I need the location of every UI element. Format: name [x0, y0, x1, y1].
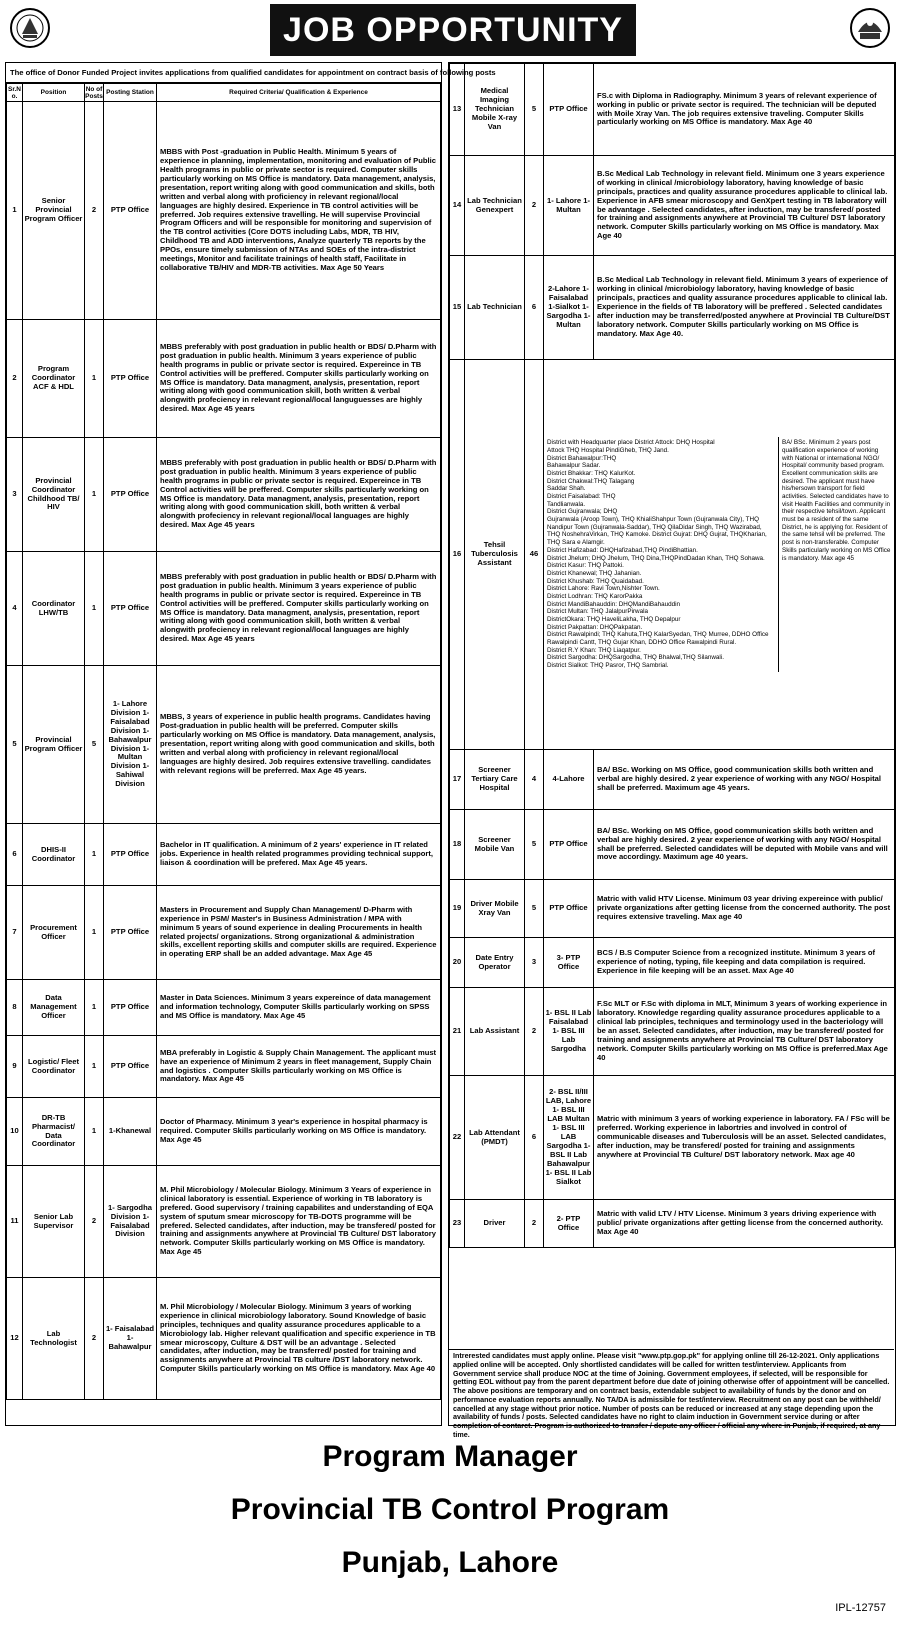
row-position: Screener Mobile Van [465, 810, 525, 880]
row-sr: 12 [7, 1278, 23, 1400]
row-posts: 1 [85, 552, 104, 666]
job-row [7, 102, 441, 320]
row-station: 1- Lahore 1- Multan [544, 156, 594, 256]
row-station: PTP Office [104, 438, 157, 552]
row-criteria: Masters in Procurement and Supply Chan Management/ D-Pharm with experience in PSM/ Master's in Business Administration / MPA with minimum 5 years of sound experience in dealing Procurements in health related projects/ organizations. Strong organizational & administration skills, excellent reporting skills and computer skills are required. Experience in operating ERP shall be an added advantage. Max Age 45 [157, 886, 441, 980]
row-posts: 1 [85, 886, 104, 980]
job-row [450, 810, 895, 880]
row-criteria: Master in Data Sciences. Minimum 3 years expereince of data management and information technology, Computer Skills particularly working on SPSS and MS Office is mandatory. Max Age 45 [157, 980, 441, 1036]
row-criteria: FS.c with Diploma in Radiography. Minimum 3 years of relevant experience of working in public or private sector is required. The technician will be deputed with Moile Xray Van. The job requires extensive traveling. Computer Skills particularly working on MS Office is mandatory. Max Age 40 [594, 64, 895, 156]
job-row [7, 1166, 441, 1278]
row-criteria: M. Phil Microbiology / Molecular Biology. Minimum 3 years of working experience in clinical microbiology laboratory. Sound Knowledge of basic principles, techniques and quality assurance procedures applicable to a Microbiology lab. Higher relevant qualification and specific experience in TB smear microscopy, Culture & DST will be an advantage . Selected candidates, after induction, may be transferred/ posted for training and assignments anywhere at Provincial TB culture /DST laboratory network. Computer Skills particularly working on MS Office is mandatory. Max Age 40 [157, 1278, 441, 1400]
row-sr: 6 [7, 824, 23, 886]
job-row [7, 666, 441, 824]
govt-emblem-icon [8, 6, 52, 50]
row-criteria: F.Sc MLT or F.Sc with diploma in MLT, Minimum 3 years of working experience in laboratory. Knowledge regarding quality assurance procedures applicable to a clinical lab principles, techniques and terminology used in the bacteriology will be an asset. Selected candidates, after induction, may be transfered/ posted for training and assignments anywhere at Provincial TB Culture/ DST laboratory network. Computer Skills particularly working on MS Office is preferred.Max Age 40 [594, 988, 895, 1076]
row-posts: 1 [85, 980, 104, 1036]
footer-location: Punjab, Lahore [341, 1546, 559, 1579]
row-station: 1- BSL II Lab Faisalabad 1- BSL III Lab Sargodha [544, 988, 594, 1076]
district-item: District Rawalpindi; THQ Kahuta,THQ KalarSyedan, THQ Murree, DDHO Office Rawalpindi Cantt, THQ Gujar Khan, DDHO Office Rawalpindi Rural. [547, 631, 769, 646]
job-row [450, 360, 895, 750]
row-sr: 5 [7, 666, 23, 824]
district-item: District Chakwal:THQ Talagang [547, 477, 635, 485]
row-criteria: MBA preferably in Logistic & Supply Chain Management. The applicant must have an experience of Minimum 2 years in fleet management, Supply Chain and logistics . Computer Skills particularly working on MS Office is mandatory. Max Age 45 [157, 1036, 441, 1098]
district-item: Bahawalpur Sadar. [547, 462, 601, 470]
row-position: DHIS-II Coordinator [23, 824, 85, 886]
row-sr: 13 [450, 64, 465, 156]
district-list [544, 437, 779, 671]
col-posts: No of Posts [85, 85, 103, 100]
district-item: DistrictOkara: THQ HaveliLakha, THQ Depalpur [547, 615, 681, 623]
row-station: 1-Khanewal [104, 1098, 157, 1166]
row-position: Tehsil Tuberculosis Assistant [465, 360, 525, 750]
job-row [450, 1200, 895, 1248]
row-posts: 5 [525, 880, 544, 938]
district-item: District with Headquarter place District Attock: DHQ Hospital [547, 439, 715, 447]
row-station: PTP Office [104, 320, 157, 438]
posts-table-right [449, 63, 895, 1248]
row-district-details [544, 360, 895, 750]
header [0, 0, 900, 60]
district-item: District Khushab: THQ Quaidabad. [547, 577, 644, 585]
row-posts: 6 [525, 256, 544, 360]
district-item: Gujranwala (Aroop Town), THQ KhialiShahpur Town (Gujranwala City), THQ Nandipur Town (Gujranwala-Saddar), THQ QilaDidar Singh, THQ Wazirabad, THQ NoshehraVirkan, THQ Kamoke. District Gujrat: DHQ Gujrat, THQKharian, THQ Sara e Alamgir. [547, 516, 767, 547]
col-station: Posting Station [104, 84, 157, 102]
row-sr: 14 [450, 156, 465, 256]
row-criteria: MBBS with Post -graduation in Public Health. Minimum 5 years of experience in planning, implementation, monitoring and evaluation of Public Health programs in public or private sector is required. Computer skills particularly working on MS Office is mandatory. Data management, analysis, presentation, report writing along with good communication and skills, both written and verbal along with proficiency in relevant regional/local languages are highly desired. Experience in TB control activities will be preferred. Job requires extensive travelling. He will supervise Provincial Program Officers and will be responsible for monitoring and supervision of the TB control activities (Core DOTS including Labs, MDR, TB HIV, Childhood TB and ADD interventions, Analyze quarterly TB reports by the PPOs, ensure timely submission of NTAs and SOEs of the intra-district meetings, Monitor and facilitate trainings of health staff, Facilitate in collaborative TB/HIV and MDR-TB activities. Max Age 50 Years [157, 102, 441, 320]
row-criteria: BCS / B.S Computer Science from a recognized institute. Minimum 3 years of experience of noting, typing, file keeping and data compilation is required. Experience in file keeping will be an asset. Max Age 40 [594, 938, 895, 988]
row-sr: 21 [450, 988, 465, 1076]
row-posts: 46 [525, 360, 544, 750]
district-item: District Sargodha: DHQSargodha, THQ Bhalwal,THQ Silanwali. [547, 654, 724, 662]
row-posts: 1 [85, 320, 104, 438]
job-row [7, 438, 441, 552]
row-sr: 20 [450, 938, 465, 988]
job-row [450, 1076, 895, 1200]
row-station: 1- Faisalabad 1- Bahawalpur [104, 1278, 157, 1400]
district-item: District MandiBahauddin: DHQMandiBahauddin [547, 600, 681, 608]
row-position: Medical Imaging Technician Mobile X-ray Van [465, 64, 525, 156]
row-sr: 4 [7, 552, 23, 666]
right-column [448, 62, 896, 1440]
row-criteria: Bachelor in IT qualification. A minimum of 2 years' experience in IT related jobs. Experience in health related programmes providing technical support, liaison & coordination will be prefered. Max Age 45 years. [157, 824, 441, 886]
row-station: PTP Office [104, 886, 157, 980]
col-sr: Sr.N o. [7, 85, 21, 100]
row-position: Driver [465, 1200, 525, 1248]
row-position: Date Entry Operator [465, 938, 525, 988]
district-item: District Bhakkar: THQ KalurKot. [547, 470, 636, 478]
row-position: Senior Provincial Program Officer [23, 102, 85, 320]
job-row [450, 880, 895, 938]
row-criteria: M. Phil Microbiology / Molecular Biology. Minimum 3 Years of experience in clinical laboratory is essential. Experience of working in TB laboratory is prefered. Good supervisory / training capabilites and understanding of EQA system of sputum smear microscopy for TB-DOTS programme will be prefered. Selected candidates, after induction, may be transfered/ posted for training and assignments anywhere at Provincial TB Culture/ DST laboratory network. Computer Skills particularly working on MS Office is mandatory. Max Age 45 [157, 1166, 441, 1278]
district-item: District Pakpattan: DHQPakpatan. [547, 623, 643, 631]
row-criteria: BA/ BSc. Working on MS Office, good communication skills both written and verbal are highly desired. 2 year experience of working with any NGO/ Hospital shall be preferred. Selected candidates will be deputed with Mobile vans and will move accordingy. Maximum age 40 years. [594, 810, 895, 880]
district-item: Attock THQ Hospital PindiGheb, THQ Jand. [547, 447, 669, 455]
row-sr: 1 [7, 102, 23, 320]
district-item: District Jhelum; DHQ Jhelum, THQ Dina,THQPindDadan Khan, THQ Sohawa. [547, 554, 765, 562]
job-row [7, 824, 441, 886]
job-row [7, 1036, 441, 1098]
district-item: District Khanewal; THQ Jahanian. [547, 569, 642, 577]
row-position: Coordinator LHW/TB [23, 552, 85, 666]
row-posts: 1 [85, 1036, 104, 1098]
row-criteria: MBBS preferably with post graduation in public health or BDS/ D.Pharm with post graduation in public health. Minimum 3 years experience of public health programs in public or private sector is required. Expereince in TB Control activities will be preffered. Computer skills particularly working on MS Office is mandatory. Data managment, analysis, presentation, report writing along with good communication skill, both written & verbal alongwith profeciency in relevant regional/local languages are highly desired. Max Age 45 years [157, 438, 441, 552]
row-posts: 2 [85, 1166, 104, 1278]
job-row [7, 1278, 441, 1400]
row-station: 2- BSL II/III LAB, Lahore 1- BSL III LAB Multan 1- BSL III LAB Sargodha 1- BSL II Lab Bahawalpur 1- BSL II Lab Sialkot [544, 1076, 594, 1200]
district-item: Saddar Shah. [547, 485, 586, 493]
row-sr: 17 [450, 750, 465, 810]
district-item: District Bahawalpur:THQ [547, 454, 617, 462]
row-position: Driver Mobile Xray Van [465, 880, 525, 938]
row-station: 1- Lahore Division 1- Faisalabad Division 1-Bahawalpur Division 1- Multan Division 1- Sahiwal Division [104, 666, 157, 824]
col-criteria: Required Criteria/ Qualification & Experience [157, 84, 441, 102]
row-station: PTP Office [544, 810, 594, 880]
row-criteria: BA/ BSc. Working on MS Office, good communication skills both written and verbal are highly desired. 2 year experience of working with any NGO/ Hospital shall be preferred. Maximum age 45 years. [594, 750, 895, 810]
row-criteria: MBBS preferably with post graduation in public health or BDS/ D.Pharm with post graduation in public health. Minimum 3 years experience of public health programs in public or private sector is required. Expereince in TB Control activities will be preffered. Computer skills particularly working on MS Office is mandatory. Data managment, analysis, presentation, report writing along with good communication skill, both written & verbal alongwith profeciency in relevant regional/local languguesses are highly desired. Max Age 45 years [157, 320, 441, 438]
page-title: JOB OPPORTUNITY [270, 4, 636, 56]
row-posts: 3 [525, 938, 544, 988]
job-row [450, 156, 895, 256]
row-sr: 16 [450, 360, 465, 750]
row-position: Lab Technician Genexpert [465, 156, 525, 256]
district-item: District Multan: THQ JalalpurPirwala [547, 608, 649, 616]
application-notes: Intrerested candidates must apply online. Please visit "www.ptp.gop.pk" for applying online till 26-12-2021. Only applications applied online will be accepted. Only shortlisted candidates will be called for written test/interview. Applicants from Government service shall produce NOC at the time of Joining. Government employees, if selected, will be responsible for getting EOL without pay from the parent department before due date of joining otherwise offer of appointment will be cancelled. The above positions are temporary and on contract basis, extendable subject to availability of funds by the donor and on performance evaluation reports annually. No TA/DA is admissible for test/interview. Recruitment on any post can be withheld/ cancelled at any stage without prior notice. Number of posts can be reduced or increased at any stage depending upon the availability of funds / posts. Selected candidates have no right to claim induction in Government service during or after completion of contarct. Program is authorized to transfer / depute any officer / official any where in Punjab, if required, at any time. [449, 1349, 894, 1425]
row-posts: 1 [85, 824, 104, 886]
district-item: District Kasur: THQ Pattoki. [547, 562, 624, 570]
job-row [7, 320, 441, 438]
job-row [7, 1098, 441, 1166]
job-row [450, 938, 895, 988]
job-row [7, 552, 441, 666]
row-sr: 11 [7, 1166, 23, 1278]
program-emblem-icon [848, 6, 892, 50]
row-position: Senior Lab Supervisor [23, 1166, 85, 1278]
row-posts: 2 [525, 1200, 544, 1248]
row-posts: 5 [525, 64, 544, 156]
row-sr: 3 [7, 438, 23, 552]
row-criteria: Doctor of Pharmacy. Minimum 3 year's experience in hospital pharmacy is required. Computer Skills particularly working on MS Office is mandatory. Max Age 45 [157, 1098, 441, 1166]
row-criteria: BA/ BSc. Minimum 2 years post qualification experience of working with National or international NGO/ Hospital/ community based program. Excellent communication skills are desired. The applicant must have his/hersown transport for field activities. Selected candidates have to visit Health Facilities and community in their respective tehsil/town. Applicant must be a resident of the same District, he is applying for. Resident of the same tehsil will be preferred. The post is non-transferable. Computer Skills particularly working on MS Office is mandatory. Max age 45 [782, 439, 891, 562]
row-criteria: Matric with valid LTV / HTV License. Minimum 3 years driving experience with public/ private organizations after getting license from the concerned authority. Max Age 40 [594, 1200, 895, 1248]
row-position: Lab Technologist [23, 1278, 85, 1400]
row-position: Logistic/ Fleet Coordinator [23, 1036, 85, 1098]
row-sr: 19 [450, 880, 465, 938]
row-station: PTP Office [544, 880, 594, 938]
district-item: District Sialkot: THQ Pasror, THQ Sambrial. [547, 661, 669, 669]
district-item: District Faisalabad: THQ [547, 493, 616, 501]
row-position: Lab Attendant (PMDT) [465, 1076, 525, 1200]
district-item: District Hafizabad: DHQHafizabad,THQ PindiBhattian. [547, 546, 698, 554]
row-posts: 4 [525, 750, 544, 810]
job-row [450, 988, 895, 1076]
row-station: PTP Office [104, 102, 157, 320]
row-criteria: B.Sc Medical Lab Technology in relevant field. Minimum 3 years of experience of working in clinical /microbiology laboratory, having knowledge of basic principals, practices and quality assurance procedures applicable to clinical lab. Experience in the fields of TB laboratory will be preffered . Selected candidates after induction may be transferred/posted anywhere at Provincial TB Culture/DST laboratory network. Computer Skills particularly working on MS Office is mandatory. Max Age 40. [594, 256, 895, 360]
job-row [450, 256, 895, 360]
footer-program: Provincial TB Control Program [230, 1493, 670, 1526]
row-posts: 1 [85, 438, 104, 552]
row-station: PTP Office [104, 980, 157, 1036]
row-station: 2- PTP Office [544, 1200, 594, 1248]
row-posts: 1 [85, 1098, 104, 1166]
row-sr: 22 [450, 1076, 465, 1200]
district-item: District R.Y Khan: THQ Liaqatpur. [547, 646, 641, 654]
row-sr: 15 [450, 256, 465, 360]
ad-reference: IPL-12757 [835, 1602, 886, 1614]
job-row [7, 980, 441, 1036]
job-row [450, 750, 895, 810]
row-position: Lab Assistant [465, 988, 525, 1076]
row-station: PTP Office [104, 1036, 157, 1098]
intro-text: The office of Donor Funded Project invites applications from qualified candidates for appointment on contract basis of following posts [6, 63, 441, 83]
row-position: Provincial Program Officer [23, 666, 85, 824]
footer-designation: Program Manager [322, 1440, 578, 1473]
district-item: District Lodhran: THQ KarorPakka [547, 592, 643, 600]
row-sr: 7 [7, 886, 23, 980]
row-criteria: MBBS preferably with post graduation in public health or BDS/ D.Pharm with post graduation in public health. Minimum 3 years experience of public health programs in public or private sector is required. Expereince in TB Control activities will be preffered. Computer skills particularly working on MS Office is mandatory. Data managment, analysis, presentation, report writing along with good communication skill, both written & verbal alongwith profeciency in relevant regional/local languages are highly desired. Max Age 45 years [157, 552, 441, 666]
row-station: PTP Office [104, 552, 157, 666]
row-position: Procurement Officer [23, 886, 85, 980]
row-station: 2-Lahore 1-Faisalabad 1-Sialkot 1-Sargodha 1- Multan [544, 256, 594, 360]
district-item: District Lahore: Ravi Town,Nishter Town. [547, 585, 660, 593]
row-sr: 23 [450, 1200, 465, 1248]
row-posts: 2 [525, 156, 544, 256]
col-position: Position [23, 84, 85, 102]
job-row [450, 64, 895, 156]
row-posts: 2 [525, 988, 544, 1076]
row-sr: 9 [7, 1036, 23, 1098]
footer [0, 1432, 900, 1627]
row-position: Screener Tertiary Care Hospital [465, 750, 525, 810]
row-position: Data Management Officer [23, 980, 85, 1036]
posts-table-left [6, 83, 441, 1400]
row-sr: 8 [7, 980, 23, 1036]
row-criteria: Matric with valid HTV License. Minimum 03 year driving expereince with public/ private organizations after getting license from the concerned authority. The post requires extensive traveling. Max age 40 [594, 880, 895, 938]
district-item: Tandlianwala. [547, 500, 586, 508]
row-posts: 2 [85, 1278, 104, 1400]
row-position: Lab Technician [465, 256, 525, 360]
row-sr: 18 [450, 810, 465, 880]
row-position: Program Coordinator ACF & HDL [23, 320, 85, 438]
row-station: PTP Office [544, 64, 594, 156]
row-sr: 2 [7, 320, 23, 438]
district-item: District Gujranwala; DHQ [547, 508, 618, 516]
row-station: 3- PTP Office [544, 938, 594, 988]
row-sr: 10 [7, 1098, 23, 1166]
row-station: 4-Lahore [544, 750, 594, 810]
row-station: PTP Office [104, 824, 157, 886]
row-criteria: MBBS, 3 years of experience in public health programs. Candidates having Post-graduation in public health will be preferred. Computer skills particularly working on MS Office is mandatory. Data management, analysis, presentation, report writing along with good communication and skills, both written and verbal along with proficiency in relevant regional/local languages are highly desired. Job requires extensive travelling. candidates with relevant regions will be preferred. Max Age 45 years. [157, 666, 441, 824]
row-station: 1- Sargodha Division 1- Faisalabad Division [104, 1166, 157, 1278]
row-posts: 5 [525, 810, 544, 880]
row-criteria: Matric with minimum 3 years of working experience in laboratory. FA / FSc will be preferred. Working experience in labortries and involved in control of communicable diseases and Tuberculosis will be an asset. Selected candidates, after induction, may be transfered/ posted for training and assignments anywhere at Provincial TB Culture/ DST laboratory network. Max age 40 [594, 1076, 895, 1200]
row-posts: 6 [525, 1076, 544, 1200]
row-posts: 2 [85, 102, 104, 320]
row-position: DR-TB Pharmacist/ Data Coordinator [23, 1098, 85, 1166]
row-criteria: B.Sc Medical Lab Technology in relevant field. Minimum one 3 years experience of working in clinical /microbiology laboratory, having knowledge of basic principals, practices and quality assurance procedures applicable to clinical lab. Experience in AFB smear microscopy and GenXpert testing in TB laboratory will be advantage . Selected candidates, after induction, may be transfered/ posted for training and assignments anywhere at Provincial TB Culture/ DST laboratory network. Computer Skills particularly working on MS Office is mandatory. Max Age 40 [594, 156, 895, 256]
row-posts: 5 [85, 666, 104, 824]
row-position: Provincial Coordinator Childhood TB/ HIV [23, 438, 85, 552]
job-row [7, 886, 441, 980]
